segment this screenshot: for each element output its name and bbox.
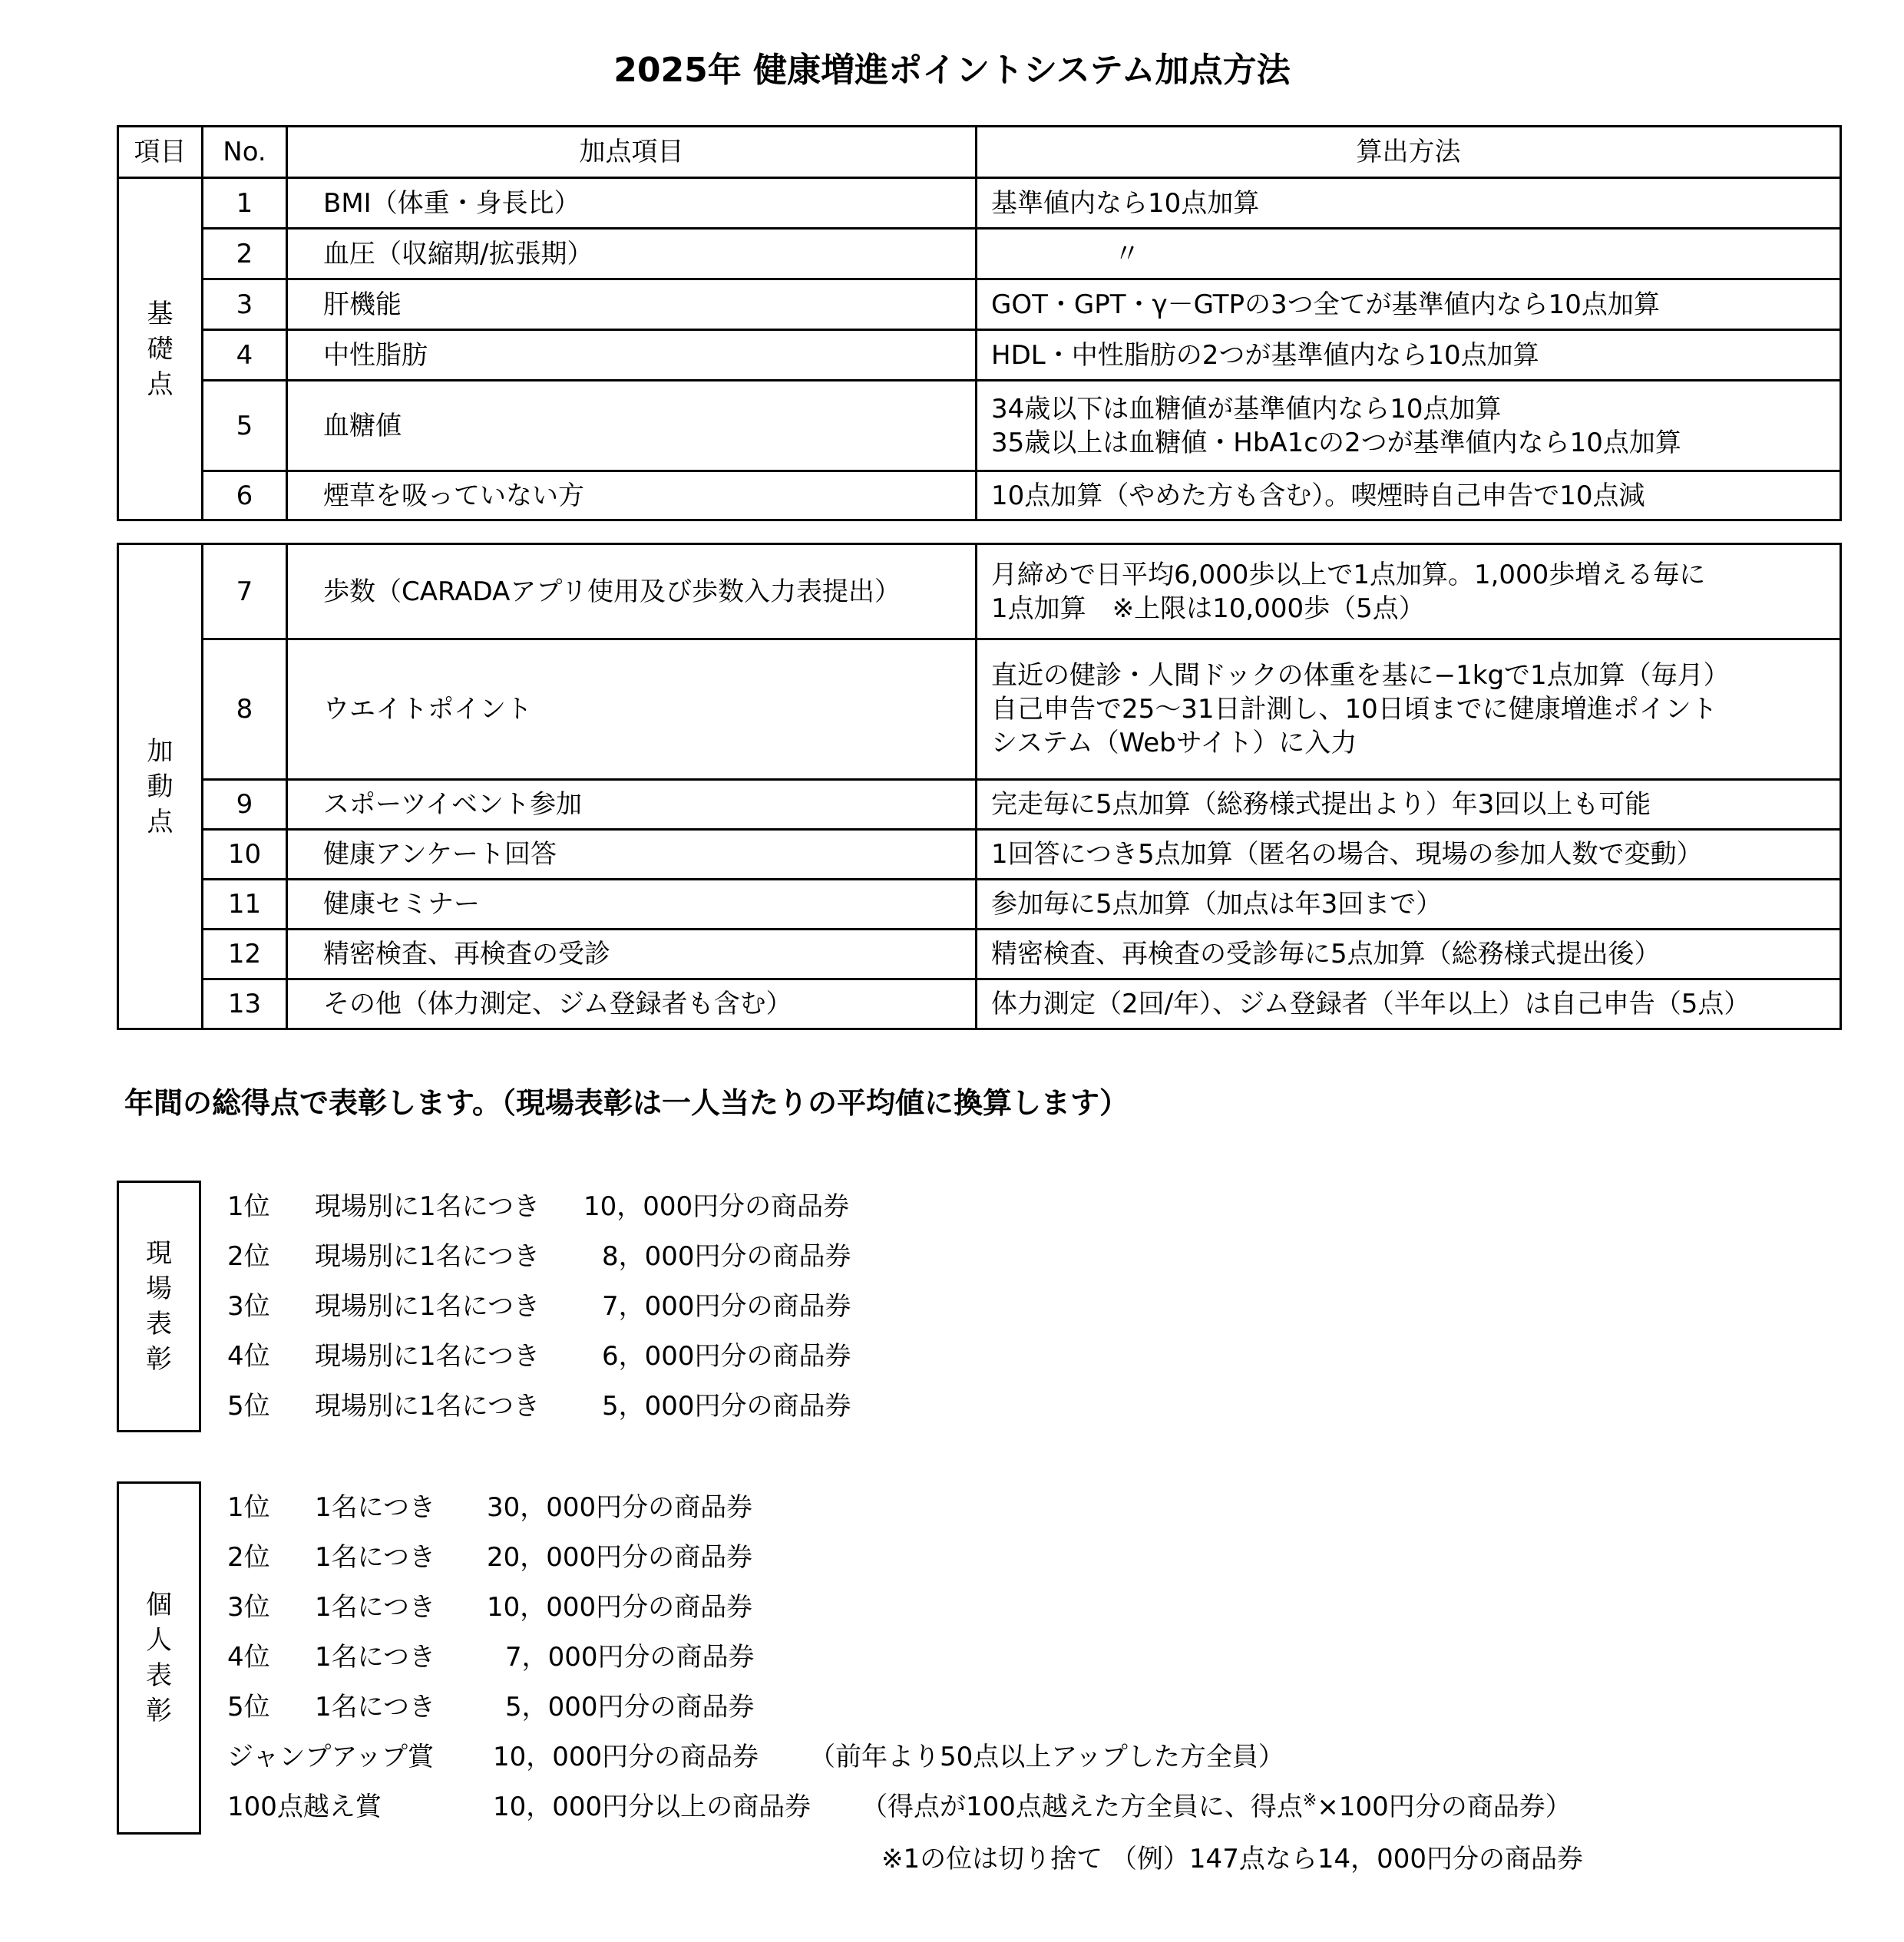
award-rank: 2位 [227,1241,270,1272]
table-row [118,639,1841,780]
table-row [118,544,1841,639]
award-amount: 7，000円分の商品券 [505,1642,755,1673]
row-item: 血糖値 [287,381,977,471]
table-row [118,471,1841,520]
award-note: （得点が100点越えた方全員に、得点※×100円分の商品券） [861,1791,1572,1822]
table-header-row [118,127,1841,178]
row-method: 10点加算（やめた方も含む）。喫煙時自己申告で10点減 [977,471,1841,520]
row-item: 肝機能 [287,279,977,330]
row-method: 体力測定（2回/年）、ジム登録者（半年以上）は自己申告（5点） [977,979,1841,1029]
row-item: 健康アンケート回答 [287,830,977,880]
award-rank: 4位 [227,1341,270,1372]
award-rank: 1位 [227,1191,270,1222]
row-number: 1 [203,178,287,229]
header-method: 算出方法 [977,127,1841,178]
award-desc: 1名につき [315,1642,435,1673]
award-desc: 現場別に1名につき [315,1341,540,1372]
row-number: 3 [203,279,287,330]
award-notice: 年間の総得点で表彰します。（現場表彰は一人当たりの平均値に換算します） [124,1086,1129,1120]
row-number: 13 [203,979,287,1029]
row-method: 精密検査、再検査の受診毎に5点加算（総務様式提出後） [977,930,1841,979]
row-method: GOT・GPT・γ－GTPの3つ全てが基準値内なら10点加算 [977,279,1841,330]
award-amount: 5，000円分の商品券 [505,1692,755,1722]
award-desc: 現場別に1名につき [315,1241,540,1272]
award-desc: 現場別に1名につき [315,1191,540,1222]
table-row [118,381,1841,471]
table-row [118,178,1841,229]
row-method: HDL・中性脂肪の2つが基準値内なら10点加算 [977,330,1841,381]
row-method: 直近の健診・人間ドックの体重を基に−1kgで1点加算（毎月） 自己申告で25～31日計測し、10日頃までに健康増進ポイント システム（Webサイト）に入力 [977,639,1841,780]
award-amount: 6，000円分の商品券 [602,1341,851,1372]
row-item: ウエイトポイント [287,639,977,780]
row-item: その他（体力測定、ジム登録者も含む） [287,979,977,1029]
award-name: 100点越え賞 [227,1792,382,1822]
award-amount: 10，000円分以上の商品券 [493,1792,812,1822]
row-number: 7 [203,544,287,639]
table-row [118,830,1841,880]
row-number: 10 [203,830,287,880]
row-method: 月締めで日平均6,000歩以上で1点加算。1,000歩増える毎に 1点加算 ※上限は10,000歩（5点） [977,544,1841,639]
row-method: 完走毎に5点加算（総務様式提出より）年3回以上も可能 [977,780,1841,830]
row-method: 1回答につき5点加算（匿名の場合、現場の参加人数で変動） [977,830,1841,880]
table-row [118,780,1841,830]
award-rank: 2位 [227,1542,270,1573]
site-award-label: 現 場 表 彰 [117,1181,201,1432]
row-method: 基準値内なら10点加算 [977,178,1841,229]
row-number: 11 [203,880,287,930]
award-note: （前年より50点以上アップした方全員） [809,1742,1284,1772]
award-desc: 1名につき [315,1492,435,1523]
award-desc: 1名につき [315,1542,435,1573]
table-row [118,330,1841,381]
footnote: ※1の位は切り捨て （例）147点なら14，000円分の商品券 [881,1844,1583,1874]
award-desc: 現場別に1名につき [315,1291,540,1322]
individual-award-label: 個 人 表 彰 [117,1481,201,1835]
page-title: 2025年 健康増進ポイントシステム加点方法 [613,51,1291,90]
row-method [977,229,1841,279]
basic-points-table [117,125,1842,521]
award-rank: 5位 [227,1391,270,1422]
row-method: 参加毎に5点加算（加点は年3回まで） [977,880,1841,930]
row-method: 34歳以下は血糖値が基準値内なら10点加算 35歳以上は血糖値・HbA1cの2つが基準値内なら10点加算 [977,381,1841,471]
row-number: 6 [203,471,287,520]
award-amount: 10，000円分の商品券 [487,1592,753,1623]
row-number: 8 [203,639,287,780]
award-rank: 3位 [227,1291,270,1322]
category-basic-points: 基 礎 点 [118,178,203,520]
award-amount: 7，000円分の商品券 [602,1291,851,1322]
row-item: 精密検査、再検査の受診 [287,930,977,979]
table-row [118,979,1841,1029]
table-row [118,880,1841,930]
row-item: 血圧（収縮期/拡張期） [287,229,977,279]
header-no: No. [203,127,287,178]
header-category: 項目 [118,127,203,178]
ditto-mark: 〃 [1114,238,1140,269]
award-amount: 30，000円分の商品券 [487,1492,753,1523]
award-amount: 8，000円分の商品券 [602,1241,851,1272]
footnote-mark: ※ [1302,1791,1317,1811]
award-rank: 1位 [227,1492,270,1523]
row-number: 5 [203,381,287,471]
table-row [118,279,1841,330]
header-item: 加点項目 [287,127,977,178]
row-item: 煙草を吸っていない方 [287,471,977,520]
category-activity-points: 加 動 点 [118,544,203,1029]
award-name: ジャンプアップ賞 [227,1742,434,1772]
row-item: 健康セミナー [287,880,977,930]
award-rank: 4位 [227,1642,270,1673]
table-row [118,930,1841,979]
row-item: 歩数（CARADAアプリ使用及び歩数入力表提出） [287,544,977,639]
award-rank: 3位 [227,1592,270,1623]
award-desc: 1名につき [315,1692,435,1722]
award-amount: 5，000円分の商品券 [602,1391,851,1422]
row-number: 12 [203,930,287,979]
table-row [118,229,1841,279]
activity-points-table [117,543,1842,1030]
award-amount: 10，000円分の商品券 [493,1742,759,1772]
award-desc: 1名につき [315,1592,435,1623]
row-item: BMI（体重・身長比） [287,178,977,229]
row-number: 2 [203,229,287,279]
row-number: 4 [203,330,287,381]
award-amount: 10，000円分の商品券 [583,1191,850,1222]
row-item: スポーツイベント参加 [287,780,977,830]
award-rank: 5位 [227,1692,270,1722]
row-item: 中性脂肪 [287,330,977,381]
row-number: 9 [203,780,287,830]
award-desc: 現場別に1名につき [315,1391,540,1422]
award-amount: 20，000円分の商品券 [487,1542,753,1573]
